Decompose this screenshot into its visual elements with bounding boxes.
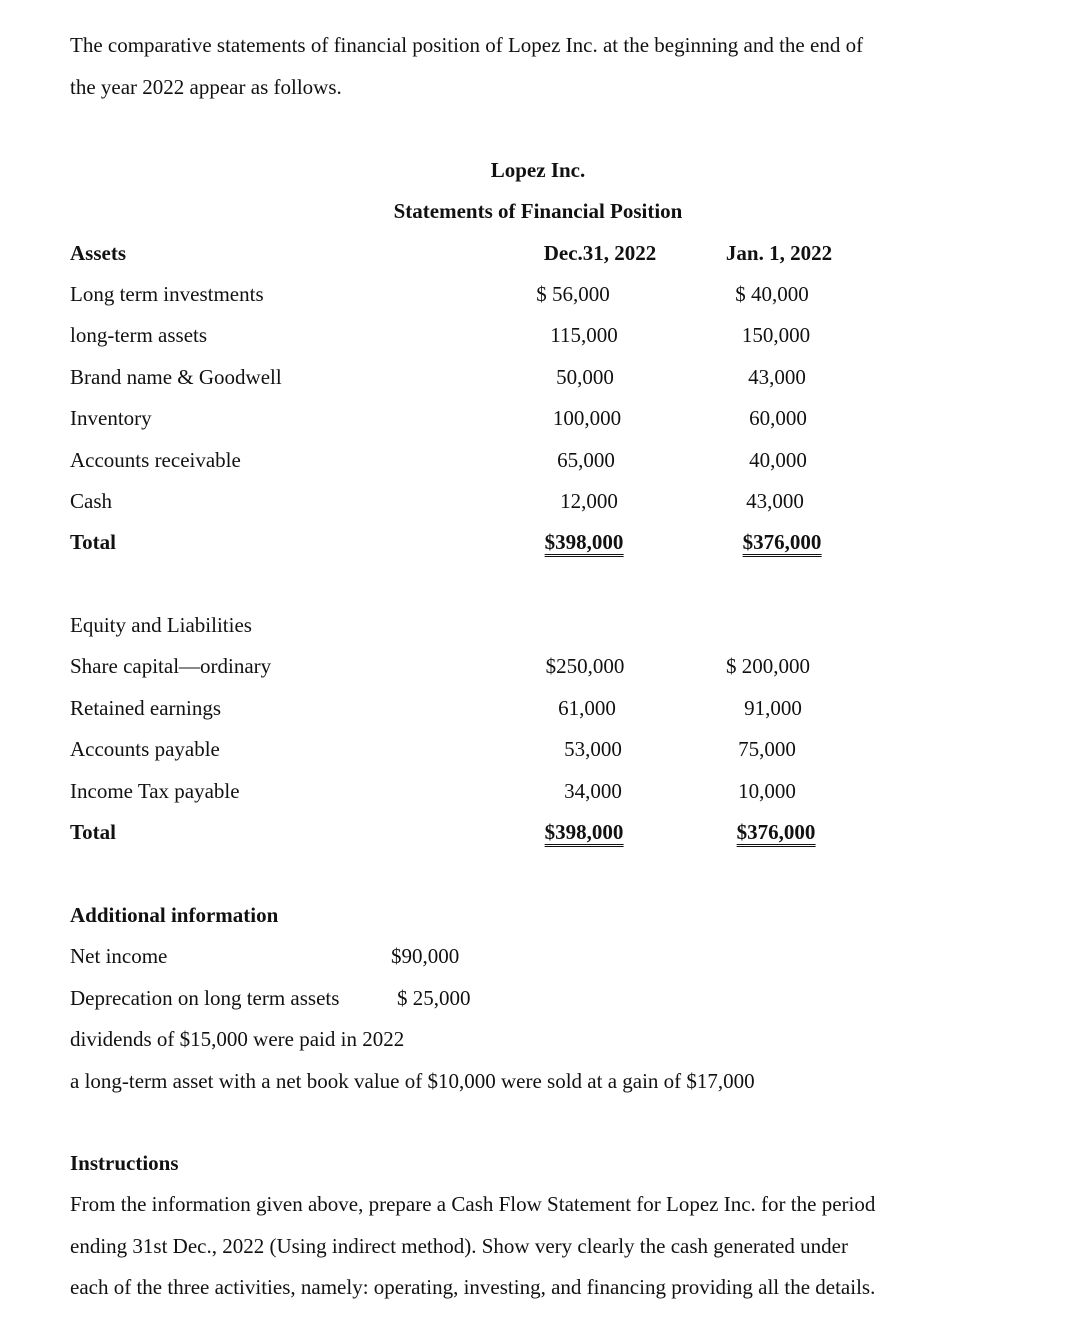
depreciation-label: Deprecation on long term assets xyxy=(70,986,340,1010)
asset-row-label: Brand name & Goodwell xyxy=(70,365,282,389)
assets-heading: Assets xyxy=(70,241,126,265)
asset-row-value-jan: $ 40,000 xyxy=(735,282,809,306)
asset-row-label: Inventory xyxy=(70,406,152,430)
instructions-line-3: each of the three activities, namely: operating, investing, and financing providing all the details. xyxy=(70,1275,876,1299)
instructions-line-1: From the information given above, prepare a Cash Flow Statement for Lopez Inc. for the period xyxy=(70,1192,876,1216)
depreciation-value: $ 25,000 xyxy=(397,986,471,1010)
equity-row-value-jan: 91,000 xyxy=(744,696,802,720)
equity-row-value-dec: 53,000 xyxy=(564,737,622,761)
column-header-dec-31: Dec.31, 2022 xyxy=(543,241,657,265)
asset-row-label: Cash xyxy=(70,489,112,513)
column-header-jan-1: Jan. 1, 2022 xyxy=(725,241,833,265)
asset-row-label: long-term assets xyxy=(70,323,208,347)
equity-total-jan: $376,000 xyxy=(737,822,816,847)
asset-row-value-jan: 40,000 xyxy=(749,448,807,472)
equity-row-value-jan: $ 200,000 xyxy=(726,654,810,678)
intro-line-2: the year 2022 appear as follows. xyxy=(70,75,342,99)
statement-title: Statements of Financial Position xyxy=(393,199,683,223)
equity-row-label: Income Tax payable xyxy=(70,779,240,803)
asset-row-value-dec: $ 56,000 xyxy=(536,282,610,306)
asset-sale-note: a long-term asset with a net book value of $10,000 were sold at a gain of $17,000 xyxy=(70,1069,755,1093)
asset-row-value-jan: 60,000 xyxy=(749,406,807,430)
asset-row-value-dec: 50,000 xyxy=(556,365,614,389)
asset-row-value-dec: 115,000 xyxy=(550,323,618,347)
net-income-label: Net income xyxy=(70,944,168,968)
company-name: Lopez Inc. xyxy=(490,158,586,182)
equity-row-label: Retained earnings xyxy=(70,696,222,720)
additional-info-heading: Additional information xyxy=(70,903,279,927)
asset-row-value-dec: 100,000 xyxy=(552,406,622,430)
equity-row-value-dec: $250,000 xyxy=(545,654,625,678)
equity-row-value-jan: 75,000 xyxy=(738,737,796,761)
assets-total-label: Total xyxy=(70,530,116,554)
assets-total-jan: $376,000 xyxy=(743,532,822,557)
asset-row-label: Long term investments xyxy=(70,282,264,306)
assets-total-dec: $398,000 xyxy=(545,532,624,557)
equity-row-value-dec: 61,000 xyxy=(558,696,616,720)
equity-row-value-jan: 10,000 xyxy=(738,779,796,803)
asset-row-value-jan: 43,000 xyxy=(748,365,806,389)
net-income-value: $90,000 xyxy=(391,944,460,968)
equity-total-label: Total xyxy=(70,820,116,844)
equity-total-dec: $398,000 xyxy=(545,822,624,847)
asset-row-value-jan: 43,000 xyxy=(746,489,804,513)
asset-row-value-dec: 12,000 xyxy=(560,489,618,513)
equity-row-label: Share capital—ordinary xyxy=(70,654,272,678)
equity-row-label: Accounts payable xyxy=(70,737,220,761)
equity-row-value-dec: 34,000 xyxy=(564,779,622,803)
intro-line-1: The comparative statements of financial position of Lopez Inc. at the beginning and the end of xyxy=(70,33,864,57)
asset-row-value-jan: 150,000 xyxy=(741,323,811,347)
dividends-note: dividends of $15,000 were paid in 2022 xyxy=(70,1027,405,1051)
instructions-heading: Instructions xyxy=(70,1151,179,1175)
instructions-line-2: ending 31st Dec., 2022 (Using indirect method). Show very clearly the cash generated under xyxy=(70,1234,848,1258)
asset-row-value-dec: 65,000 xyxy=(557,448,615,472)
asset-row-label: Accounts receivable xyxy=(70,448,241,472)
equity-liabilities-heading: Equity and Liabilities xyxy=(70,613,252,637)
